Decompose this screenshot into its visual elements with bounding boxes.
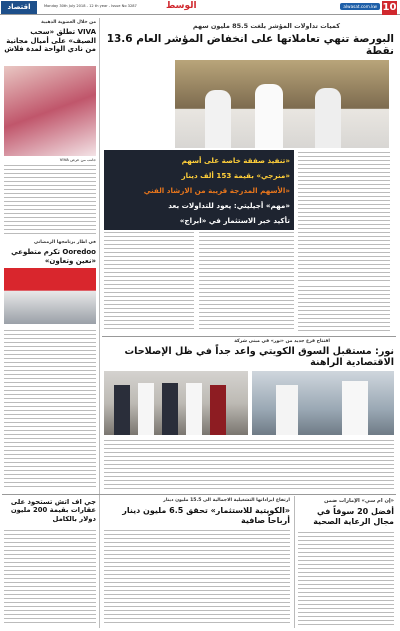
body-text: [298, 152, 390, 282]
ooredoo-kicker: في اطار برنامجها الرمضاني: [33, 240, 96, 245]
bottom-center-headline: «الكويتية للاستثمار» تحقق 6.5 مليون دينار أرباحاً صافية: [122, 506, 290, 525]
masthead: [0, 0, 400, 15]
promo-kicker: من خلال العضوية الذهبية: [41, 20, 96, 25]
ooredoo-photo: [4, 268, 96, 324]
person-figure: [255, 84, 283, 148]
mid-photo-right: [252, 371, 394, 435]
page-number-badge: 10: [382, 2, 397, 13]
section-divider: [102, 336, 396, 337]
bottom-right-headline: أفضل 20 سوقاً في مجال الرعاية الصحية: [313, 507, 394, 526]
body-text: [199, 232, 294, 332]
person-figure: [205, 90, 231, 148]
promo-photo: [4, 66, 96, 156]
bottom-right-kicker: «إن ام سي» الإمارات ضمن: [324, 498, 394, 504]
person-figure: [138, 383, 154, 435]
body-text: [4, 330, 96, 490]
person-figure: [342, 381, 368, 435]
highlight-line: «منرجي» بقيمة 153 ألف دينار: [181, 171, 290, 180]
date-line: Monday 30th July 2018 - 12 th year - Issue No 3287: [44, 4, 137, 8]
highlight-line: تأكيد خبر الاستثمار في «ابراج»: [179, 216, 290, 225]
lead-photo: [175, 60, 389, 148]
ooredoo-headline: Ooredoo تكرم متطوعي «نعين وتعاون»: [11, 248, 96, 265]
person-figure: [315, 88, 341, 148]
highlight-line: «تنفيذ صفقة خاصة على أسهم: [181, 156, 290, 165]
lead-headline: البورصة تنهي تعاملاتها على انخفاض المؤشر العام 13.6 نقطة: [106, 33, 394, 57]
section-divider: [2, 494, 396, 495]
body-text: [104, 530, 290, 626]
bottom-left-headline: جي اف اتش تستحوذ على عقارات بقيمة 200 مليون دولار بالكامل: [10, 498, 96, 523]
body-text: [298, 286, 390, 332]
logo: الوسط: [166, 1, 197, 11]
column-divider: [99, 18, 100, 628]
highlights-box: [104, 150, 294, 230]
promo-caption: جانب من عرض VIVA: [59, 158, 96, 162]
mid-kicker: افتتاح فرع جديد من «نور» في مبنى شركة: [234, 339, 330, 344]
body-text: [298, 532, 394, 626]
website: alwasat.com.kw: [340, 3, 380, 10]
body-text: [4, 165, 96, 235]
mid-photo-group: [104, 371, 248, 435]
body-text: [104, 232, 194, 332]
highlight-line: «الأسهم المدرجة قريبة من الارشاد الفني: [143, 186, 290, 195]
mid-headline: نور: مستقبل السوق الكويتي واعد جداً في ظل الإصلاحات الاقتصادية الراهنة: [124, 346, 394, 368]
lead-kicker: كميات تداولات المؤشر بلغت 85.5 مليون سهم: [192, 22, 340, 30]
promo-headline: VIVA تطلق «سحب الصيف» على أميال مجانية من نادي الواحة لمدة فلاش: [4, 28, 96, 54]
person-figure: [186, 383, 202, 435]
person-figure: [162, 383, 178, 435]
section-tab: اقتصاد: [1, 1, 37, 14]
person-figure: [114, 385, 130, 435]
body-text: [4, 530, 96, 626]
person-figure: [276, 385, 298, 435]
highlight-line: «مهم» أجيليتي: يعود للتداولات بعد: [168, 201, 290, 210]
person-figure: [210, 385, 226, 435]
bottom-center-kicker: ارتفاع ايراداتها التشغيلية الاجمالية الى 15.5 مليون دينار: [163, 498, 290, 503]
body-text: [104, 440, 394, 490]
column-divider: [294, 496, 295, 628]
